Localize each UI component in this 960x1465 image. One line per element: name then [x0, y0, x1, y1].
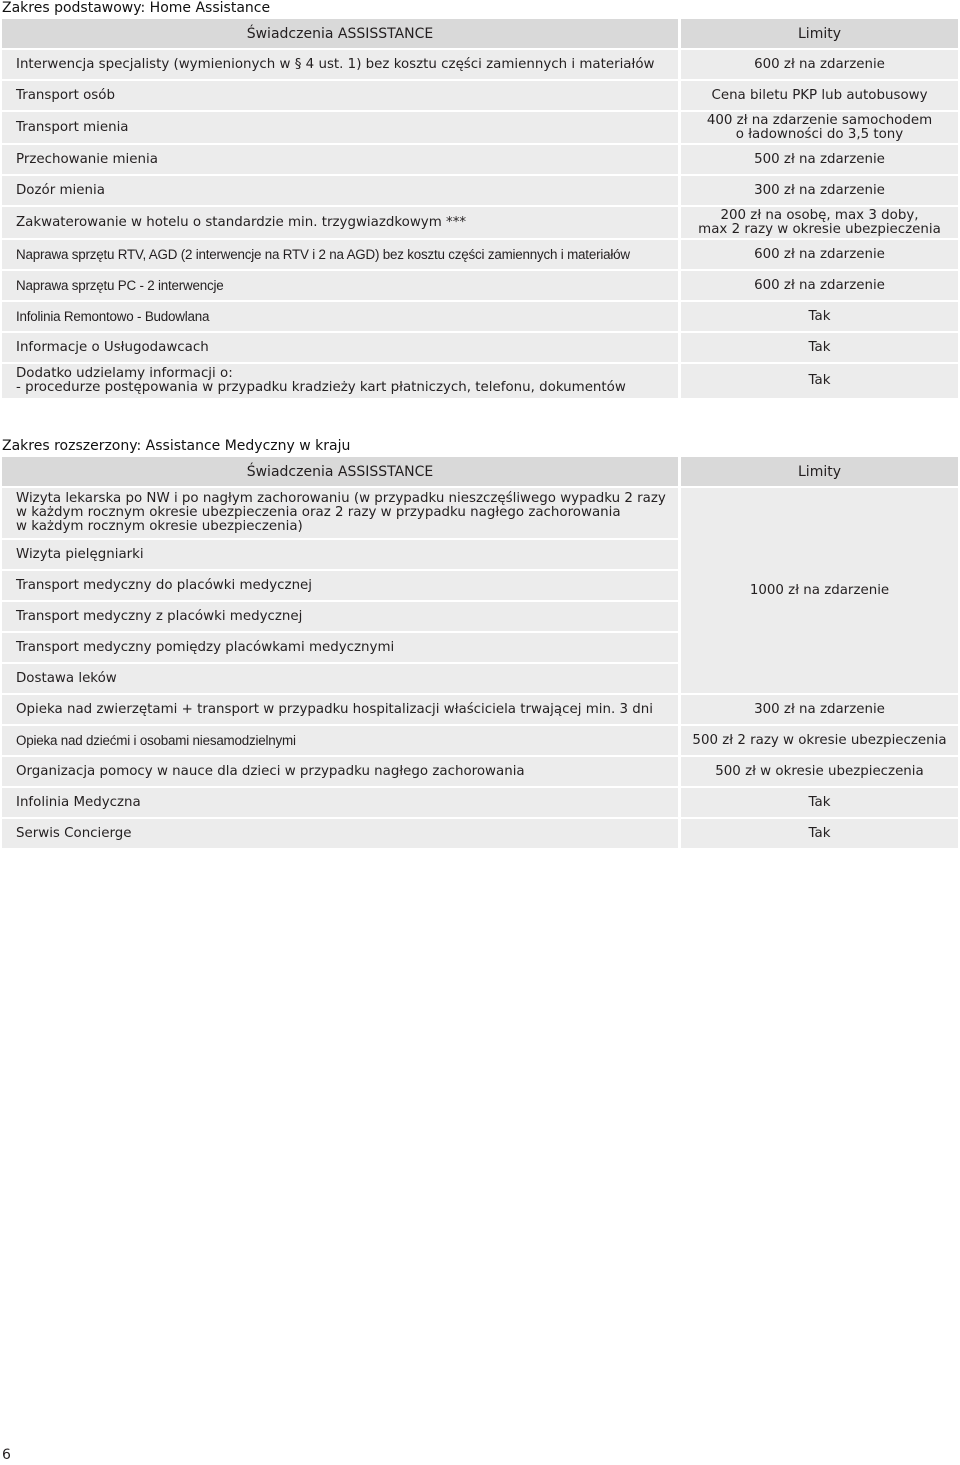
cell-text-line: 400 zł na zdarzenie samochodem — [706, 112, 933, 128]
table-row — [2, 112, 958, 143]
service-cell — [2, 240, 678, 269]
limit-cell — [678, 207, 958, 238]
cell-text-line: Opieka nad dziećmi i osobami niesamodzielnymi — [16, 732, 296, 748]
cell-text-line: Naprawa sprzętu PC - 2 interwencje — [16, 277, 224, 293]
cell-text-line: Tak — [808, 825, 831, 841]
table-row — [2, 145, 958, 174]
limit-cell — [678, 145, 958, 174]
limit-cell — [678, 757, 958, 786]
cell-text-line: Zakwaterowanie w hotelu o standardzie min. trzygwiazdkowym *** — [16, 214, 467, 230]
table-row — [2, 176, 958, 205]
service-cell — [2, 726, 678, 755]
service-cell — [2, 540, 678, 569]
cell-text-line: 500 zł na zdarzenie — [754, 151, 885, 167]
cell-text-line: Transport medyczny pomiędzy placówkami medycznymi — [16, 639, 395, 655]
page-number: 6 — [2, 1447, 11, 1463]
limit-cell — [678, 112, 958, 143]
limit-cell — [678, 726, 958, 755]
cell-text-line: 600 zł na zdarzenie — [754, 246, 885, 262]
cell-text-line: Dozór mienia — [16, 182, 105, 198]
cell-text-line: 500 zł w okresie ubezpieczenia — [715, 763, 924, 779]
service-cell — [2, 112, 678, 143]
cell-text-line: Opieka nad zwierzętami + transport w przypadku hospitalizacji właściciela trwającej min. 3 dni — [16, 701, 653, 717]
cell-text-line: Dostawa leków — [16, 670, 117, 686]
service-cell — [2, 664, 678, 693]
cell-text-line: Przechowanie mienia — [16, 151, 158, 167]
cell-text-line: Interwencja specjalisty (wymienionych w § 4 ust. 1) bez kosztu części zamiennych i materiałów — [16, 56, 655, 72]
cell-text-line: 200 zł na osobę, max 3 doby, — [720, 207, 919, 223]
service-cell — [2, 364, 678, 398]
service-cell — [2, 333, 678, 362]
table-row — [2, 50, 958, 79]
table-row — [2, 81, 958, 110]
table-row — [2, 271, 958, 300]
table-row — [2, 726, 958, 755]
cell-text-line: Organizacja pomocy w nauce dla dzieci w przypadku nagłego zachorowania — [16, 763, 525, 779]
limit-cell — [678, 176, 958, 205]
merged-limit-cell: 1000 zł na zdarzenie — [678, 488, 958, 693]
limit-cell — [678, 364, 958, 398]
cell-text-line: Transport mienia — [16, 119, 129, 135]
table-row — [2, 333, 958, 362]
cell-text-line: Wizyta lekarska po NW i po nagłym zachorowaniu (w przypadku nieszczęśliwego wypadku 2 razy — [16, 491, 666, 506]
limit-cell — [678, 271, 958, 300]
cell-text-line: Transport medyczny z placówki medycznej — [16, 608, 303, 624]
cell-text-line: Infolinia Remontowo - Budowlana — [16, 308, 210, 324]
cell-text-line: w każdym rocznym okresie ubezpieczenia) — [16, 519, 303, 534]
table-row — [2, 302, 958, 331]
table-row — [2, 695, 958, 724]
header-service: Świadczenia ASSISSTANCE — [2, 19, 678, 48]
cell-text-line: Cena biletu PKP lub autobusowy — [711, 87, 928, 103]
cell-text-line: 500 zł 2 razy w okresie ubezpieczenia — [692, 732, 947, 748]
table-row — [2, 757, 958, 786]
table-row — [2, 488, 958, 538]
service-cell — [2, 788, 678, 817]
limit-cell — [678, 333, 958, 362]
table-row — [2, 364, 958, 398]
cell-text-line: Dodatko udzielamy informacji o: — [16, 366, 233, 381]
cell-text-line: Transport medyczny do placówki medycznej — [16, 577, 313, 593]
cell-text-line: Tak — [808, 308, 831, 324]
cell-text-line: Tak — [808, 794, 831, 810]
cell-text-line: Wizyta pielęgniarki — [16, 546, 144, 562]
cell-text-line: Naprawa sprzętu RTV, AGD (2 interwencje na RTV i 2 na AGD) bez kosztu części zamiennych i materiałów — [16, 246, 630, 262]
cell-text-line: Informacje o Usługodawcach — [16, 339, 209, 355]
service-cell — [2, 302, 678, 331]
table-row — [2, 819, 958, 848]
service-cell — [2, 207, 678, 238]
cell-text-line: Infolinia Medyczna — [16, 794, 141, 810]
service-cell — [2, 819, 678, 848]
cell-text-line: Tak — [808, 373, 831, 388]
cell-text-line: o ładowności do 3,5 tony — [735, 126, 904, 142]
service-cell — [2, 602, 678, 631]
basic-benefits-table — [2, 17, 958, 400]
service-cell — [2, 176, 678, 205]
section-extended-title: Zakres rozszerzony: Assistance Medyczny w kraju — [2, 438, 351, 454]
limit-cell — [678, 302, 958, 331]
cell-text-line: Tak — [808, 339, 831, 355]
table-row — [2, 207, 958, 238]
cell-text-line: max 2 razy w okresie ubezpieczenia — [698, 221, 941, 237]
service-cell — [2, 145, 678, 174]
service-cell — [2, 81, 678, 110]
cell-text-line: Transport osób — [16, 87, 115, 103]
table-row — [2, 240, 958, 269]
service-cell — [2, 50, 678, 79]
limit-cell — [678, 50, 958, 79]
cell-text-line: 600 zł na zdarzenie — [754, 277, 885, 293]
limit-cell — [678, 240, 958, 269]
section-basic-title: Zakres podstawowy: Home Assistance — [2, 0, 271, 16]
service-cell — [2, 633, 678, 662]
service-cell — [2, 488, 678, 538]
header-service: Świadczenia ASSISSTANCE — [2, 457, 678, 486]
limit-cell — [678, 81, 958, 110]
cell-text-line: 300 zł na zdarzenie — [754, 182, 885, 198]
service-cell — [2, 571, 678, 600]
cell-text-line: - procedurze postępowania w przypadku kradzieży kart płatniczych, telefonu, dokumentów — [16, 380, 626, 395]
limit-cell — [678, 788, 958, 817]
extended-benefits-table — [2, 455, 958, 850]
cell-text-line: w każdym rocznym okresie ubezpieczenia oraz 2 razy w przypadku nagłego zachorowania — [16, 505, 621, 520]
limit-cell — [678, 695, 958, 724]
service-cell — [2, 271, 678, 300]
cell-text-line: 600 zł na zdarzenie — [754, 56, 885, 72]
service-cell — [2, 695, 678, 724]
header-limit: Limity — [678, 457, 958, 486]
cell-text-line: 300 zł na zdarzenie — [754, 701, 885, 717]
header-limit: Limity — [678, 19, 958, 48]
table-row — [2, 788, 958, 817]
service-cell — [2, 757, 678, 786]
limit-cell — [678, 819, 958, 848]
cell-text-line: Serwis Concierge — [16, 825, 132, 841]
